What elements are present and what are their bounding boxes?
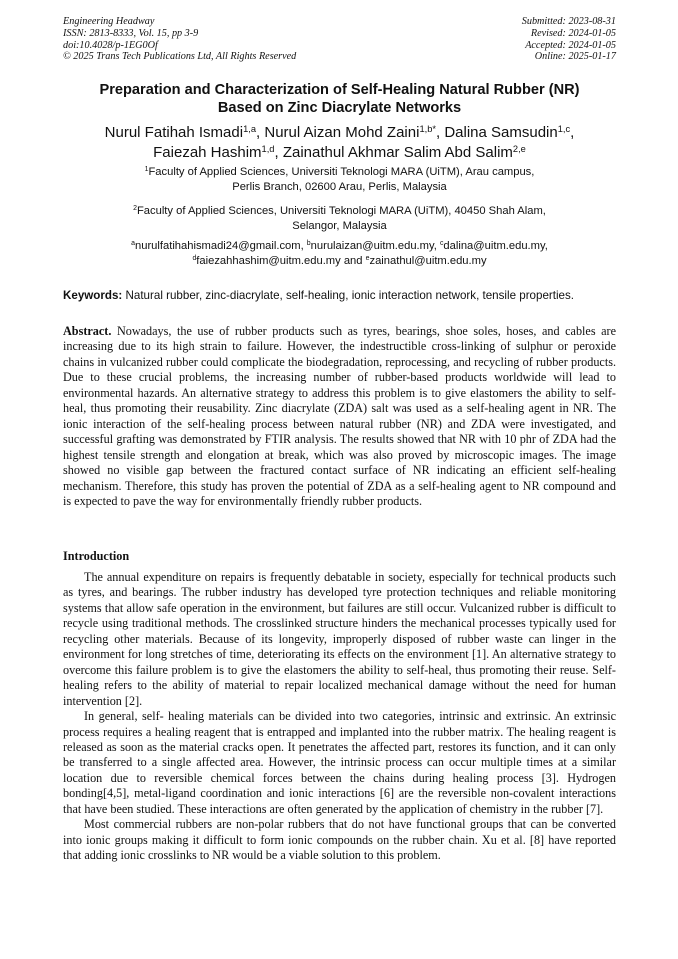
author-name: Dalina Samsudin bbox=[444, 124, 558, 141]
author-affiliation-mark: 1,d bbox=[261, 143, 275, 154]
affiliation-text: Selangor, Malaysia bbox=[292, 220, 387, 232]
affiliation-1 bbox=[63, 165, 616, 195]
abstract-label: Abstract. bbox=[63, 324, 112, 338]
submitted-date: Submitted: 2023-08-31 bbox=[521, 16, 616, 27]
introduction-body bbox=[63, 570, 616, 864]
affiliation-text: Perlis Branch, 02600 Arau, Perlis, Malaysia bbox=[232, 181, 447, 193]
affiliation-text: Faculty of Applied Sciences, Universiti Teknologi MARA (UiTM), Arau campus, bbox=[148, 166, 535, 178]
email-mark: b bbox=[306, 240, 311, 248]
email-link[interactable]: nurulaizan@uitm.edu.my, bbox=[310, 240, 437, 252]
email-link[interactable]: nurulfatihahismadi24@gmail.com, bbox=[135, 240, 304, 252]
email-mark: a bbox=[131, 240, 135, 248]
accepted-date: Accepted: 2024-01-05 bbox=[525, 39, 616, 51]
affiliation-mark: 1 bbox=[144, 166, 149, 174]
author-name: Nurul Fatihah Ismadi bbox=[104, 124, 244, 141]
email-mark: d bbox=[192, 255, 197, 263]
keywords bbox=[63, 288, 616, 303]
online-date: Online: 2025-01-17 bbox=[534, 51, 616, 63]
affiliation-mark: 2 bbox=[133, 205, 137, 213]
dates-info bbox=[522, 16, 616, 63]
journal-info bbox=[63, 16, 296, 63]
keywords-label: Keywords: bbox=[63, 289, 123, 302]
doi[interactable]: doi:10.4028/p-1EG0Of bbox=[63, 39, 158, 51]
paragraph: Most commercial rubbers are non-polar rubbers that do not have functional groups that can be converted into ionic groups making it difficult to form ionic compounds on the rubber chain. Xu et al. [8] have reported that adding ionic crosslinks to NR would be a viable solution to this problem. bbox=[63, 817, 616, 863]
paragraph: The annual expenditure on repairs is frequently debatable in society, especially for technical products such as tyres, and bearings. The rubber industry has developed tyre protection techniques and reliable monitoring systems that allow safe operation in the environment, but failures are still occur. Vulcanized rubber is difficult to recycle using traditional methods. The crosslinked structure hinders the mechanical processes typically used for recycling other materials. Because of its longevity, improperly disposed of rubber waste can linger in the environment for long stretches of time, deteriorating its effects on the environment [1]. An alternative strategy to overcome this failure problem is to give the elastomers the ability to self-heal, thus promoting their reuse. Self-healing refers to the ability of material to repair localized mechanical damage without the need for human intervention [2]. bbox=[63, 570, 616, 708]
author-affiliation-mark: 2,e bbox=[512, 143, 526, 154]
author-emails bbox=[63, 239, 616, 269]
title-line-1: Preparation and Characterization of Self-Healing Natural Rubber (NR) bbox=[99, 82, 580, 98]
email-link[interactable]: dalina@uitm.edu.my, bbox=[443, 240, 548, 252]
author-list: Nurul Fatihah Ismadi$^{1,a}$, Nurul Aizan Mohd Zaini$^{1,b*}$, Dalina Samsudin$^{1,c}$, Faiezah Hashim$^{1,d}$, Zainathul Akhmar Salim Abd Salim$^{2,e}$ bbox=[104, 123, 575, 161]
affiliation-2 bbox=[63, 204, 616, 234]
title-line-2: Based on Zinc Diacrylate Networks bbox=[217, 99, 462, 116]
author-affiliation-mark: 1,a bbox=[243, 123, 257, 134]
journal-issn: ISSN: 2813-8333, Vol. 15, pp 3-9 bbox=[63, 27, 199, 39]
email-link[interactable]: zainathul@uitm.edu.my bbox=[369, 255, 487, 267]
keywords-text: Natural rubber, zinc-diacrylate, self-healing, ionic interaction network, tensile properties. bbox=[125, 289, 575, 302]
author-name: Nurul Aizan Mohd Zaini bbox=[264, 124, 420, 141]
email-mark: c bbox=[439, 240, 444, 248]
author-affiliation-mark: 1,c bbox=[557, 123, 571, 134]
author-name: Zainathul Akhmar Salim Abd Salim bbox=[282, 144, 513, 161]
email-link[interactable]: faiezahhashim@uitm.edu.my and bbox=[196, 255, 363, 267]
author-affiliation-mark: 1,b* bbox=[419, 123, 436, 134]
abstract bbox=[63, 324, 616, 509]
copyright: © 2025 Trans Tech Publications Ltd, All Rights Reserved bbox=[63, 51, 297, 63]
section-heading-introduction: Introduction bbox=[63, 549, 130, 563]
email-mark: e bbox=[365, 255, 370, 263]
paragraph: In general, self- healing materials can be divided into two categories, intrinsic and extrinsic. An extrinsic process requires a healing reagent that is entrapped and implanted into the rubber matrix. The healing reagent is released as soon as the material cracks open. It penetrates the affected part, restores its function, and it can only be transferred to a single affected area. However, the intrinsic process can occur multiple times at a similar location due to reversible chemical forces between the chains during healing process [3]. Hydrogen bonding[4,5], metal-ligand coordination and ionic interactions [6] are the reversible non-covalent interactions that have been studied. These interactions are often generated by the application of chemistry in the rubber [7]. bbox=[63, 709, 616, 816]
affiliation-text: Faculty of Applied Sciences, Universiti Teknologi MARA (UiTM), 40450 Shah Alam, bbox=[136, 205, 546, 217]
revised-date: Revised: 2024-01-05 bbox=[530, 27, 616, 39]
journal-name: Engineering Headway bbox=[63, 16, 155, 27]
author-name: Faiezah Hashim bbox=[153, 144, 262, 161]
abstract-text: Nowadays, the use of rubber products such as tyres, bearings, shoe soles, hoses, and cables are increasing due to its high strain to failure. However, the indestructible cross-linking of sulphur or peroxide chains in vulcanized rubber could complicate the biodegradation, reprocessing, and recycling of rubber products. Due to these crucial problems, the increasing number of rubber-based products worldwide will lead to environmental hazards. An alternative strategy to address this problem is to give elastomers the ability to self-heal, thus promoting their reusability. Zinc diacrylate (ZDA) salt was used as a self-healing agent in NR. The ionic interaction of the self-healing process between natural rubber (NR) and ZDA were investigated, and successful grafting was demonstrated by FTIR analysis. The results showed that NR with 10 phr of ZDA had the highest tensile strength and elongation at break, which was also proved by microscopic images. The image showed no visible gap between the fractured contact surface of NR indicating an efficient self-healing mechanism. Therefore, this study has proven the potential of ZDA as a self-healing agent to NR compound and is expected to pave the way for environmentally friendly rubber products. bbox=[63, 324, 616, 508]
paper-title bbox=[63, 82, 616, 117]
